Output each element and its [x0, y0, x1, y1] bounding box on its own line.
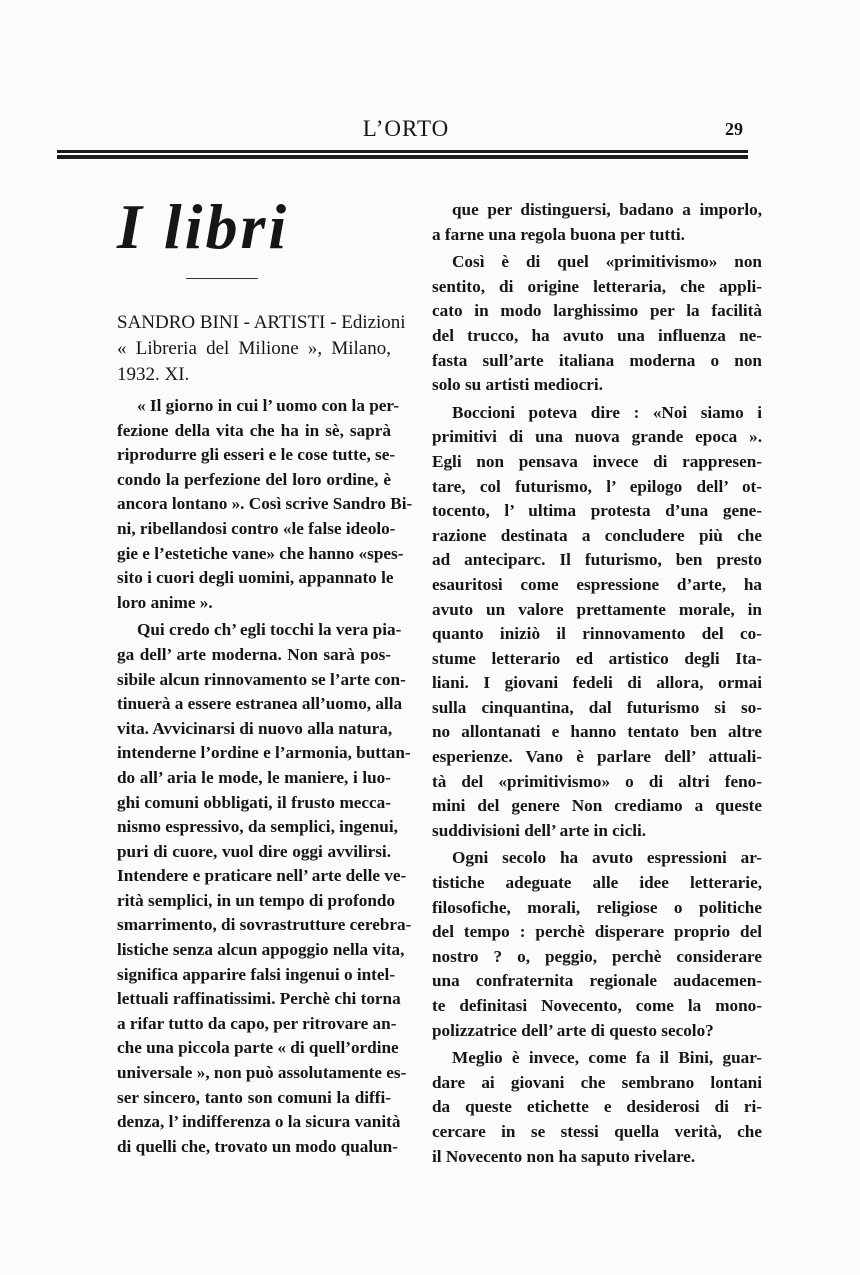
left-column	[117, 310, 413, 1162]
text-line: polizzatrice dell’ arte di questo secolo?	[432, 1020, 714, 1040]
text-line: quanto iniziò il rinnovamento del co-	[432, 624, 762, 644]
text-line: Meglio è invece, come fa il Bini, guar-	[452, 1048, 762, 1068]
paragraph	[432, 1046, 762, 1169]
text-line: fasta sull’arte italiana moderna o non	[432, 350, 762, 370]
section-title: I libri	[117, 191, 290, 262]
running-title: L’ORTO	[362, 116, 450, 141]
text-line: ni, ribellandosi contro «le false ideolo-	[117, 518, 396, 538]
text-line: stume letterario ed artistico degli Ita-	[432, 648, 762, 668]
text-line: lettuali raffinatissimi. Perchè chi torna	[117, 989, 401, 1009]
text-line: nismo espressivo, da semplici, ingenui,	[117, 817, 398, 837]
paragraph	[432, 198, 762, 247]
page-number: 29	[725, 119, 743, 139]
paragraph	[117, 394, 413, 615]
title-divider	[186, 278, 258, 279]
text-line: que per distinguersi, badano a imporlo,	[452, 200, 762, 219]
text-line: ser sincero, tanto son comuni la diffi-	[117, 1087, 391, 1107]
text-line: fezione della vita che ha in sè, saprà	[117, 420, 391, 440]
text-line: mini del genere Non crediamo a queste	[432, 796, 762, 816]
text-line: avuto un valore prettamente morale, in	[432, 599, 762, 619]
text-line: sito i cuori degli uomini, appannato le	[117, 568, 394, 588]
text-line: ancora lontano ». Così scrive Sandro Bi-	[117, 494, 413, 514]
text-line: esperienze. Vano è parlare dell’ attuali-	[432, 747, 762, 767]
reference-line: 1932. XI.	[117, 364, 190, 385]
text-line: suddivisioni dell’ arte in cicli.	[432, 820, 647, 840]
text-line: tinuerà a essere estranea all’uomo, alla	[117, 694, 403, 714]
text-line: Ogni secolo ha avuto espressioni ar-	[452, 848, 762, 868]
text-line: ad anteciparc. Il futurismo, ben presto	[432, 550, 762, 570]
text-line: gie e l’estetiche vane» che hanno «spes-	[117, 543, 404, 563]
text-line: dare ai giovani che sembrano lontani	[432, 1072, 762, 1092]
paragraph	[432, 250, 762, 398]
text-line: riprodurre gli esseri e le cose tutte, se-	[117, 445, 396, 465]
header-rule-thin	[57, 150, 748, 153]
text-line: loro anime ».	[117, 592, 213, 612]
header-rule-thick	[57, 155, 748, 159]
text-line: razione destinata a concludere più che	[432, 525, 762, 545]
text-line: rità semplici, in un tempo di profondo	[117, 890, 396, 910]
text-line: cato in modo larghissimo per la facilità	[432, 301, 762, 321]
reference-line: SANDRO BINI - ARTISTI - Edizioni	[117, 312, 406, 333]
text-line: tistiche adeguate alle idee letterarie,	[432, 873, 762, 893]
text-line: tare, col futurismo, l’ epilogo dell’ ot-	[432, 476, 762, 496]
book-reference	[117, 310, 406, 388]
reference-line: « Libreria del Milione », Milano,	[117, 338, 391, 359]
text-line: nostro ? o, peggio, perchè considerare	[432, 946, 762, 966]
text-line: intenderne l’ordine e l’armonia, buttan-	[117, 743, 411, 763]
text-line: sentito, di origine letteraria, che appli-	[432, 276, 762, 296]
text-line: tà del «primitivismo» o di altri feno-	[432, 771, 762, 791]
text-line: sibile alcun rinnovamento se l’arte con-	[117, 669, 406, 689]
text-line: a rifar tutto da capo, per ritrovare an-	[117, 1013, 397, 1033]
text-line: no allontanati e hanno tentato ben altre	[432, 722, 762, 742]
text-line: filosofiche, morali, religiose o politiche	[432, 897, 762, 917]
text-line: da queste etichette e desiderosi di ri-	[432, 1097, 762, 1117]
text-line: Egli non pensava invece di rappresen-	[432, 451, 762, 471]
text-line: condo la perfezione del loro ordine, è	[117, 469, 391, 489]
text-line: Intendere e praticare nell’ arte delle ve-	[117, 866, 407, 886]
text-line: ga dell’ arte moderna. Non sarà pos-	[117, 644, 391, 664]
text-line: do all’ aria le mode, le maniere, i luo-	[117, 767, 391, 787]
text-line: smarrimento, di sovrastrutture cerebra-	[117, 915, 412, 935]
text-line: del trucco, ha avuto una influenza ne-	[432, 325, 762, 345]
text-line: del tempo : perchè disperare proprio del	[432, 922, 762, 942]
text-line: una confraternita regionale audacemen-	[432, 971, 762, 991]
text-line: ghi comuni obbligati, il frusto mecca-	[117, 792, 391, 812]
text-line: a farne una regola buona per tutti.	[432, 224, 685, 244]
text-line: liani. I giovani fedeli di allora, ormai	[432, 673, 762, 693]
text-line: di quelli che, trovato un modo qualun-	[117, 1136, 398, 1156]
text-line: primitivi di una nuova grande epoca ».	[432, 427, 762, 447]
text-line: Così è di quel «primitivismo» non	[452, 252, 762, 272]
text-line: esauritosi come espressione d’arte, ha	[432, 574, 762, 594]
text-line: vita. Avvicinarsi di nuovo alla natura,	[117, 718, 393, 738]
paragraph	[117, 618, 412, 1159]
paragraph	[432, 401, 762, 844]
text-line: il Novecento non ha saputo rivelare.	[432, 1146, 696, 1166]
right-column	[432, 198, 762, 1172]
text-line: denza, l’ indifferenza o la sicura vanità	[117, 1112, 401, 1132]
text-line: puri di cuore, vuol dire oggi avvilirsi.	[117, 841, 391, 861]
text-line: cercare in se stessi quella verità, che	[432, 1121, 762, 1141]
paragraph	[432, 846, 762, 1043]
text-line: universale », non può assolutamente es-	[117, 1063, 407, 1083]
text-line: Qui credo ch’ egli tocchi la vera pia-	[137, 620, 402, 640]
text-line: te definitasi Novecento, come la mono-	[432, 996, 762, 1015]
text-line: che una piccola parte « di quell’ordine	[117, 1038, 399, 1058]
text-line: tocento, l’ ultima protesta d’una gene-	[432, 501, 762, 521]
text-line: listiche senza alcun appoggio nella vita,	[117, 940, 405, 960]
text-line: « Il giorno in cui l’ uomo con la per-	[137, 396, 400, 415]
text-line: significa apparire falsi ingenui o intel-	[117, 964, 396, 984]
text-line: solo su artisti mediocri.	[432, 375, 603, 395]
text-line: Boccioni poteva dire : «Noi siamo i	[452, 402, 762, 422]
text-line: sulla cinquantina, dal futurismo si so-	[432, 697, 762, 717]
